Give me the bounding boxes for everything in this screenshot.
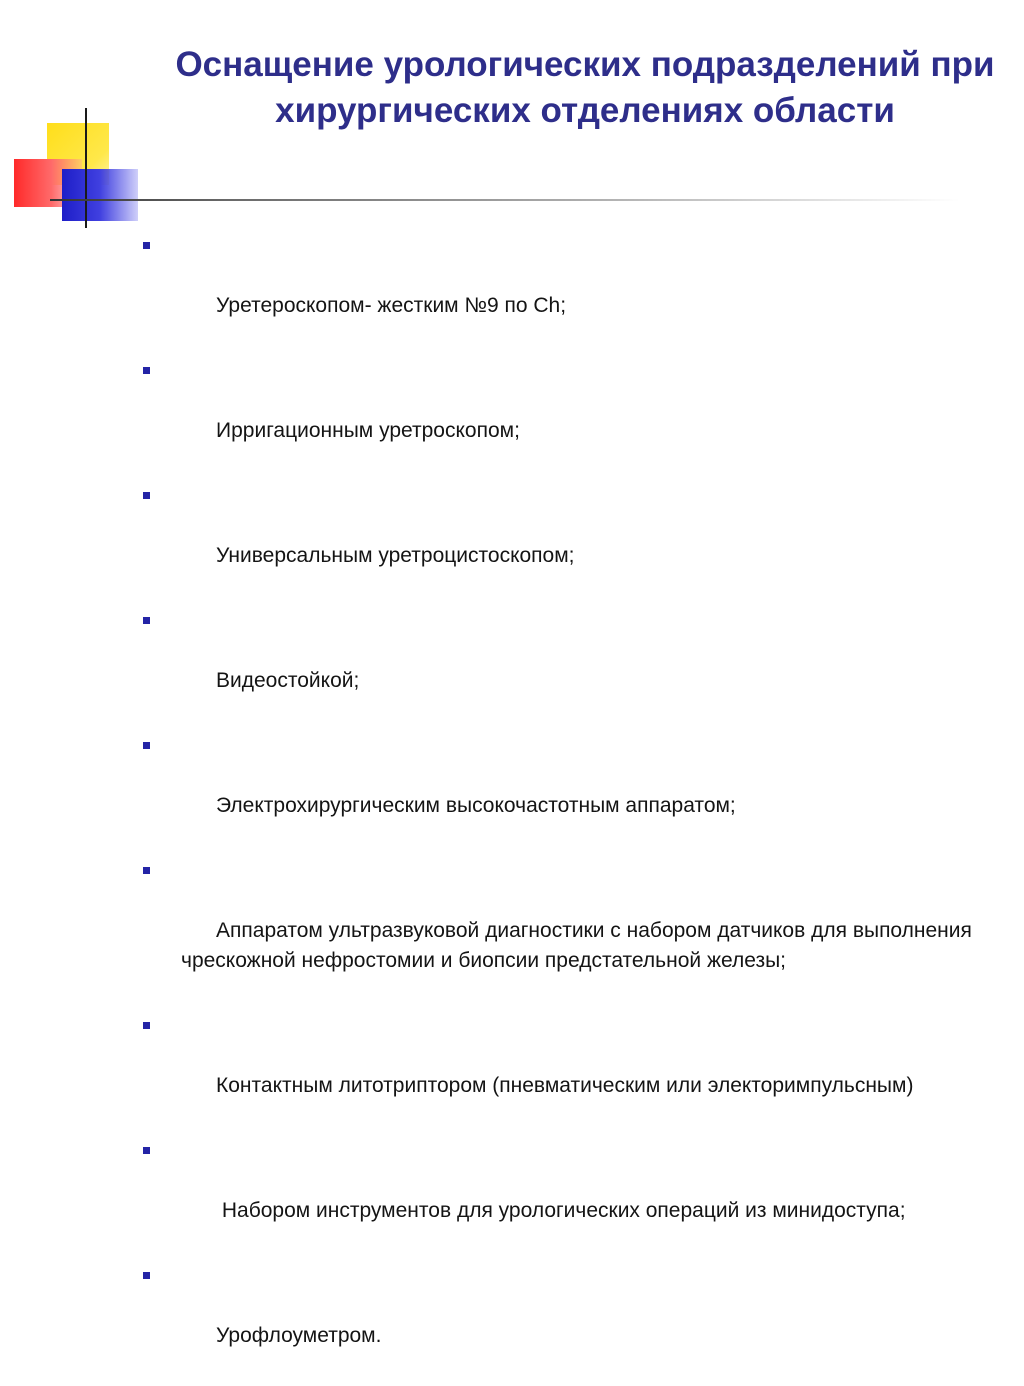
list-item-text: Электрохирургическим высокочастотным аппаратом; (216, 794, 736, 817)
list-item-text: Аппаратом ультразвуковой диагностики с набором датчиков для выполнения чрескожной нефростомии и биопсии предстательной железы; (181, 919, 978, 972)
list-item-text: Урофлоуметром. (216, 1324, 382, 1347)
slide-title: Оснащение урологических подразделений при хирургических отделениях области (175, 45, 995, 130)
corner-decoration (0, 0, 200, 240)
blue-square-decoration (62, 169, 138, 221)
list-item (140, 1136, 990, 1256)
list-item (140, 731, 990, 851)
square-bullet-icon (143, 1272, 150, 1279)
list-item-text: Уретероскопом- жестким №9 по Ch; (216, 294, 567, 317)
square-bullet-icon (143, 492, 150, 499)
square-bullet-icon (143, 867, 150, 874)
title-underline-decoration (50, 199, 960, 201)
square-bullet-icon (143, 367, 150, 374)
list-item (140, 231, 990, 351)
list-item (140, 1011, 990, 1131)
list-item (140, 481, 990, 601)
list-item (140, 1261, 990, 1381)
bullet-list (140, 231, 990, 1386)
vertical-line-decoration (85, 108, 87, 228)
list-item-text: Ирригационным уретроскопом; (216, 419, 520, 442)
list-item-text: Контактным литотриптором (пневматическим или электоримпульсным) (216, 1074, 914, 1097)
list-item (140, 856, 990, 1006)
square-bullet-icon (143, 242, 150, 249)
list-item (140, 356, 990, 476)
list-item (140, 606, 990, 726)
square-bullet-icon (143, 742, 150, 749)
square-bullet-icon (143, 1022, 150, 1029)
list-item-text: Набором инструментов для урологических операций из минидоступа; (216, 1199, 906, 1222)
square-bullet-icon (143, 1147, 150, 1154)
list-item-text: Универсальным уретроцистоскопом; (216, 544, 575, 567)
list-item-text: Видеостойкой; (216, 669, 360, 692)
square-bullet-icon (143, 617, 150, 624)
